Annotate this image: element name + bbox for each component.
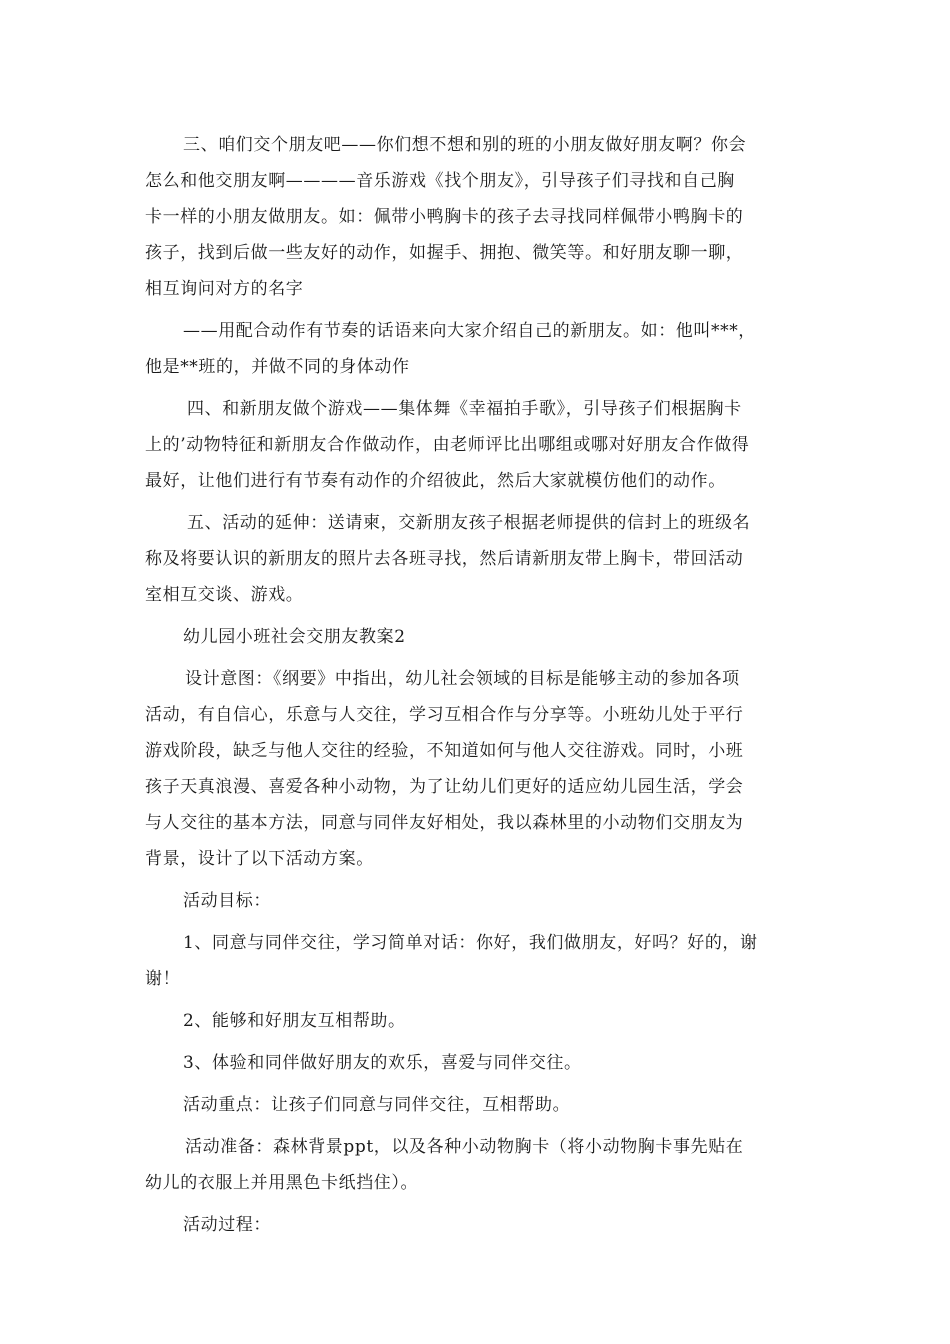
text-line: 最好，让他们进行有节奏有动作的介绍彼此，然后大家就模仿他们的动作。 — [145, 471, 726, 491]
activity-focus — [145, 1087, 810, 1123]
text-line: 活动过程： — [183, 1215, 271, 1235]
text-line: 他是**班的，并做不同的身体动作 — [145, 357, 410, 377]
text-line: 孩子天真浪漫、喜爱各种小动物，为了让幼儿们更好的适应幼儿园生活，学会 — [145, 777, 744, 797]
text-line: 四、和新朋友做个游戏——集体舞《幸福拍手歌》，引导孩子们根据胸卡 — [187, 399, 742, 419]
text-line: 1、同意与同伴交往，学习简单对话：你好，我们做朋友，好吗？好的，谢 — [183, 933, 758, 953]
text-line: 活动，有自信心，乐意与人交往，学习互相合作与分享等。小班幼儿处于平行 — [145, 705, 744, 725]
text-line: 幼儿的衣服上并用黑色卡纸挡住）。 — [145, 1173, 419, 1193]
text-line: 活动目标： — [183, 891, 271, 911]
heading-activity-process — [145, 1207, 810, 1243]
text-line: 五、活动的延伸：送请柬，交新朋友孩子根据老师提供的信封上的班级名 — [187, 513, 751, 533]
heading-activity-goals — [145, 883, 810, 919]
goal-item-3 — [145, 1045, 810, 1081]
document-body — [145, 127, 810, 1243]
text-line: 上的’动物特征和新朋友合作做动作，由老师评比出哪组或哪对好朋友合作做得 — [145, 435, 750, 455]
text-line: 卡一样的小朋友做朋友。如：佩带小鸭胸卡的孩子去寻找同样佩带小鸭胸卡的 — [145, 207, 744, 227]
text-line: 三、咱们交个朋友吧——你们想不想和别的班的小朋友做好朋友啊？你会 — [183, 135, 747, 155]
paragraph-section-four — [145, 391, 810, 499]
document-subtitle — [145, 619, 810, 655]
text-line: 与人交往的基本方法，同意与同伴友好相处，我以森林里的小动物们交朋友为 — [145, 813, 744, 833]
text-line: 幼儿园小班社会交朋友教案2 — [183, 627, 406, 647]
text-line: 背景，设计了以下活动方案。 — [145, 849, 374, 869]
text-line: 设计意图：《纲要》中指出，幼儿社会领域的目标是能够主动的参加各项 — [185, 669, 740, 689]
text-line: 怎么和他交朋友啊————音乐游戏《找个朋友》，引导孩子们寻找和自己胸 — [145, 171, 735, 191]
paragraph-introduce-friend — [145, 313, 810, 385]
text-line: 孩子，找到后做一些友好的动作，如握手、拥抱、微笑等。和好朋友聊一聊， — [145, 243, 744, 263]
text-line: 活动准备：森林背景ppt，以及各种小动物胸卡（将小动物胸卡事先贴在 — [185, 1137, 744, 1157]
text-line: 称及将要认识的新朋友的照片去各班寻找，然后请新朋友带上胸卡，带回活动 — [145, 549, 744, 569]
text-line: 活动重点：让孩子们同意与同伴交往，互相帮助。 — [183, 1095, 571, 1115]
text-line: 游戏阶段，缺乏与他人交往的经验，不知道如何与他人交往游戏。同时，小班 — [145, 741, 744, 761]
text-line: ——用配合动作有节奏的话语来向大家介绍自己的新朋友。如：他叫***， — [183, 321, 756, 341]
goal-item-1 — [145, 925, 810, 997]
text-line: 2、能够和好朋友互相帮助。 — [183, 1011, 406, 1031]
activity-preparation — [145, 1129, 810, 1201]
text-line: 室相互交谈、游戏。 — [145, 585, 304, 605]
text-line: 相互询问对方的名字 — [145, 279, 304, 299]
goal-item-2 — [145, 1003, 810, 1039]
text-line: 谢！ — [145, 969, 181, 989]
paragraph-design-intent — [145, 661, 810, 877]
text-line: 3、体验和同伴做好朋友的欢乐，喜爱与同伴交往。 — [183, 1053, 582, 1073]
paragraph-section-three — [145, 127, 810, 307]
paragraph-section-five — [145, 505, 810, 613]
